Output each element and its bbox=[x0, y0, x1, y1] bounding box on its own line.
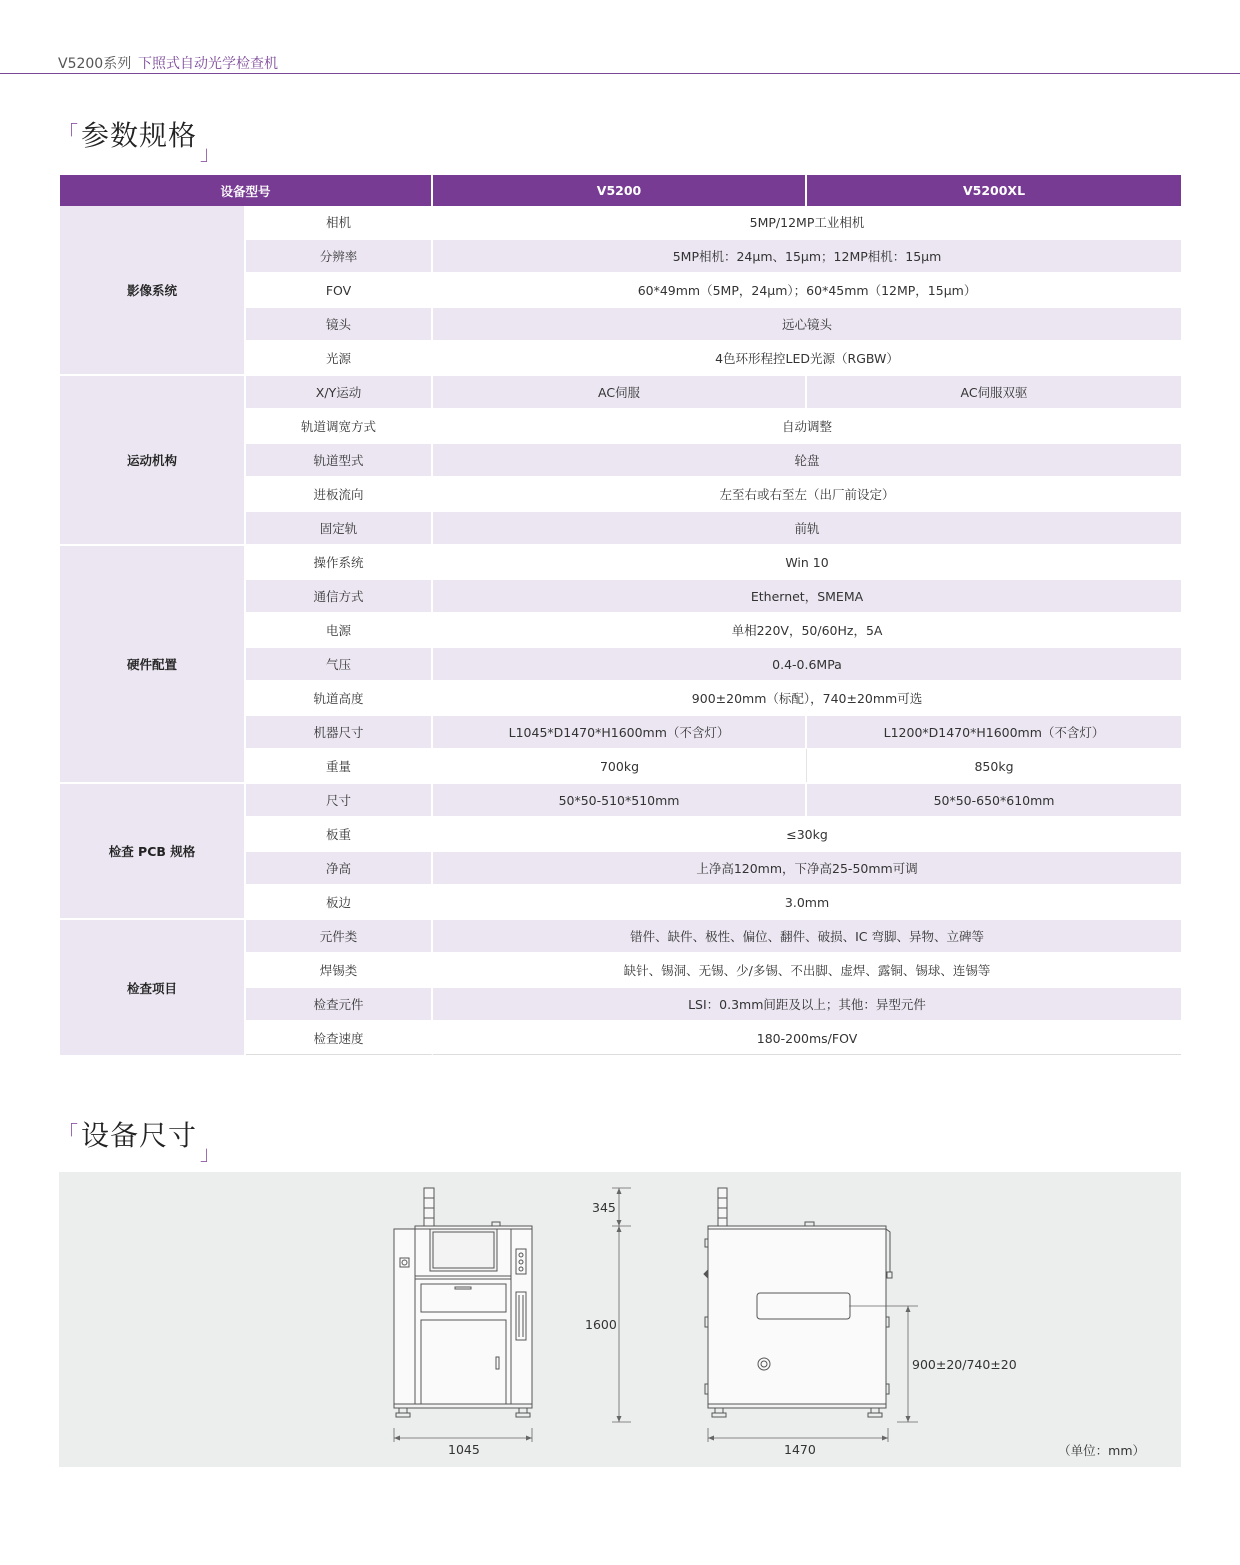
row-value-v5200: 700kg bbox=[433, 748, 807, 782]
group-label: 检查 PCB 规格 bbox=[60, 782, 246, 918]
header-model: 设备型号 bbox=[60, 175, 433, 206]
row-label: 机器尺寸 bbox=[246, 714, 433, 748]
table-row bbox=[60, 782, 1181, 816]
row-label: 净高 bbox=[246, 850, 433, 884]
row-value: 900±20mm（标配），740±20mm可选 bbox=[433, 680, 1181, 714]
width-label: 1045 bbox=[448, 1442, 480, 1457]
row-value: Ethernet，SMEMA bbox=[433, 578, 1181, 612]
row-value-v5200xl: AC伺服双驱 bbox=[807, 374, 1181, 408]
rail-height-label: 900±20/740±20 bbox=[912, 1357, 1017, 1372]
row-value: 180-200ms/FOV bbox=[433, 1020, 1181, 1055]
dims-title-text: 设备尺寸 bbox=[81, 1119, 198, 1152]
row-value: 单相220V，50/60Hz，5A bbox=[433, 612, 1181, 646]
row-value-v5200: L1045*D1470*H1600mm（不含灯） bbox=[433, 714, 807, 748]
dims-section-title bbox=[58, 1121, 220, 1163]
spec-section-title bbox=[58, 121, 220, 163]
table-row bbox=[60, 206, 1181, 238]
bracket-close-icon: 」 bbox=[200, 1141, 221, 1165]
table-row bbox=[60, 374, 1181, 408]
row-value-v5200xl: 850kg bbox=[807, 748, 1181, 782]
row-value: 轮盘 bbox=[433, 442, 1181, 476]
row-label: 进板流向 bbox=[246, 476, 433, 510]
product-name: 下照式自动光学检查机 bbox=[138, 56, 278, 72]
row-label: 轨道调宽方式 bbox=[246, 408, 433, 442]
row-label: 轨道高度 bbox=[246, 680, 433, 714]
row-label: FOV bbox=[246, 272, 433, 306]
side-view-drawing bbox=[704, 1188, 892, 1417]
row-label: 光源 bbox=[246, 340, 433, 374]
header-divider bbox=[0, 73, 1240, 74]
header-v5200xl: V5200XL bbox=[807, 175, 1181, 206]
group-label: 硬件配置 bbox=[60, 544, 246, 782]
machine-drawing bbox=[59, 1172, 1181, 1467]
row-value: 5MP/12MP工业相机 bbox=[433, 206, 1181, 238]
row-value-v5200: AC伺服 bbox=[433, 374, 807, 408]
row-label: 镜头 bbox=[246, 306, 433, 340]
row-label: 相机 bbox=[246, 206, 433, 238]
row-value: 3.0mm bbox=[433, 884, 1181, 918]
row-value: 远心镜头 bbox=[433, 306, 1181, 340]
row-label: 元件类 bbox=[246, 918, 433, 952]
row-label: 检查速度 bbox=[246, 1020, 433, 1055]
row-label: 通信方式 bbox=[246, 578, 433, 612]
row-value: 5MP相机：24μm、15μm；12MP相机：15μm bbox=[433, 238, 1181, 272]
row-value: 4色环形程控LED光源（RGBW） bbox=[433, 340, 1181, 374]
row-value: 上净高120mm，下净高25-50mm可调 bbox=[433, 850, 1181, 884]
table-row bbox=[60, 544, 1181, 578]
group-label: 检查项目 bbox=[60, 918, 246, 1055]
group-label: 运动机构 bbox=[60, 374, 246, 544]
row-value: 错件、缺件、极性、偏位、翻件、破损、IC 弯脚、异物、立碑等 bbox=[433, 918, 1181, 952]
group-label: 影像系统 bbox=[60, 206, 246, 374]
lamp-height-label: 345 bbox=[592, 1200, 616, 1215]
row-label: 分辨率 bbox=[246, 238, 433, 272]
row-label: 焊锡类 bbox=[246, 952, 433, 986]
spec-table bbox=[60, 175, 1181, 1055]
row-value: LSI：0.3mm间距及以上；其他：异型元件 bbox=[433, 986, 1181, 1020]
height-label: 1600 bbox=[585, 1317, 617, 1332]
unit-label: （单位：mm） bbox=[1058, 1443, 1145, 1458]
page-header bbox=[0, 0, 1240, 74]
row-label: 轨道型式 bbox=[246, 442, 433, 476]
row-value: 前轨 bbox=[433, 510, 1181, 544]
row-value: 左至右或右至左（出厂前设定） bbox=[433, 476, 1181, 510]
row-label: 板重 bbox=[246, 816, 433, 850]
row-label: 气压 bbox=[246, 646, 433, 680]
bracket-open-icon: 「 bbox=[58, 1121, 78, 1145]
row-value-v5200: 50*50-510*510mm bbox=[433, 782, 807, 816]
bracket-open-icon: 「 bbox=[58, 121, 78, 145]
row-label: 重量 bbox=[246, 748, 433, 782]
row-label: 操作系统 bbox=[246, 544, 433, 578]
row-label: 固定轨 bbox=[246, 510, 433, 544]
row-value: 缺针、锡洞、无锡、少/多锡、不出脚、虚焊、露铜、锡球、连锡等 bbox=[433, 952, 1181, 986]
dimension-drawing-panel bbox=[59, 1172, 1181, 1467]
series-name: V5200系列 bbox=[58, 56, 132, 72]
row-value: 自动调整 bbox=[433, 408, 1181, 442]
table-header-row bbox=[60, 175, 1181, 206]
row-label: X/Y运动 bbox=[246, 374, 433, 408]
table-row bbox=[60, 918, 1181, 952]
row-value: 60*49mm（5MP，24μm）；60*45mm（12MP，15μm） bbox=[433, 272, 1181, 306]
row-value: Win 10 bbox=[433, 544, 1181, 578]
row-value: ≤30kg bbox=[433, 816, 1181, 850]
row-label: 尺寸 bbox=[246, 782, 433, 816]
front-view-drawing bbox=[394, 1188, 532, 1417]
row-value-v5200xl: 50*50-650*610mm bbox=[807, 782, 1181, 816]
spec-title-text: 参数规格 bbox=[81, 119, 198, 152]
row-label: 板边 bbox=[246, 884, 433, 918]
bracket-close-icon: 」 bbox=[200, 141, 221, 165]
row-label: 电源 bbox=[246, 612, 433, 646]
header-v5200: V5200 bbox=[433, 175, 807, 206]
row-value: 0.4-0.6MPa bbox=[433, 646, 1181, 680]
row-label: 检查元件 bbox=[246, 986, 433, 1020]
row-value-v5200xl: L1200*D1470*H1600mm（不含灯） bbox=[807, 714, 1181, 748]
depth-label: 1470 bbox=[784, 1442, 816, 1457]
